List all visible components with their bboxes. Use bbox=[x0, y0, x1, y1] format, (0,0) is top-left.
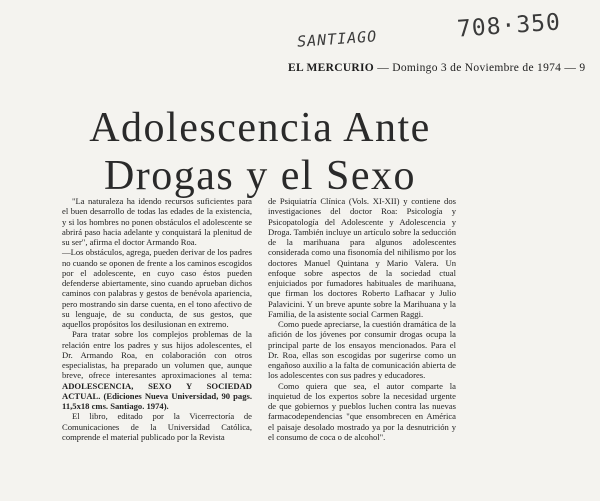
newspaper-name: EL MERCURIO bbox=[288, 62, 375, 74]
paragraph: —Los obstáculos, agrega, pueden derivar de los padres no cuando se oponen de frente a los caminos escogidos por el adolescente, en cuyo caso éstos pueden defenderse abiertamente, sino cuando aprueban dichos caminos con palabras y gestos de benévola apariencia, pero mostrando sin darse cuenta, en el tono afectivo de su lenguaje, de su conducta, de sus gestos, que aquellos propósitos los desilusionan en extremo. bbox=[62, 247, 252, 329]
publication-date: — Domingo 3 de Noviembre de 1974 — 9 bbox=[377, 62, 586, 74]
handwritten-city: SANTIAGO bbox=[296, 27, 378, 51]
article-headline bbox=[80, 104, 440, 200]
newspaper-header bbox=[288, 62, 600, 74]
headline-line-2: Drogas y el Sexo bbox=[103, 153, 417, 199]
handwritten-number: 708·350 bbox=[456, 9, 562, 43]
paragraph: El libro, editado por la Vicerrectoría de Comunicaciones de la Universidad Católica, comprende el material publicado por la Revista bbox=[62, 411, 252, 442]
paragraph: Como puede apreciarse, la cuestión dramática de la afición de los jóvenes por consumir drogas ocupa la principal parte de los ensayos mencionados. Para el Dr. Roa, ellas son escogidas por sugerirse como un engañoso auxilio a la falta de comunicación abierta de los adolescentes con sus padres y educadores. bbox=[268, 319, 456, 381]
paragraph: de Psiquiatría Clínica (Vols. XI-XII) y contiene dos investigaciones del doctor Roa: Psicología y Psicopatología del Adolescente y Adolescencia y Droga. También incluye un artículo sobre la seducción de la marihuana para algunos adolescentes considerada como una fisonomía del nihilismo por los doctores Manuel Quintana y Mario Valera. Un enfoque sobre aspectos de la sociedad ctual enjuiciados por fumadores habituales de marihuana, que firman los doctores Roberto Lafhacar y Julio Palavicini. Y un breve apunte sobre la Marihuana y la Familia, de la asistente social Carmen Raggi. bbox=[268, 196, 456, 319]
headline-line-1: Adolescencia Ante bbox=[89, 105, 431, 151]
article-column-right bbox=[268, 196, 456, 442]
book-reference: ADOLESCENCIA, SEXO Y SOCIEDAD ACTUAL. (Ediciones Nueva Universidad, 90 pags. 11,5x18 cms. Santiago. 1974). bbox=[62, 380, 252, 411]
paragraph: "La naturaleza ha idendo recursos suficientes para el buen desarrollo de todas las edades de la existencia, y si los hombres no ponen obstáculos el adolescente se abrirá paso hacia adelante y conquistará la plenitud de su ser", afirma el doctor Armando Roa. bbox=[62, 196, 252, 247]
paragraph: Como quiera que sea, el autor comparte la inquietud de los expertos sobre la necesidad urgente de que gobiernos y pueblos luchen contra las nuevas farmacodependencias "que ensombrecen en América el paisaje desolado mostrado ya por la desnutrición y el consumo de coca o de alcohol". bbox=[268, 380, 456, 442]
paragraph bbox=[62, 329, 252, 411]
article-column-left bbox=[62, 196, 252, 442]
paragraph-text: Para tratar sobre los complejos problemas de la relación entre los padres y sus hijos adolescentes, el Dr. Armando Roa, en colaboración con otros especialistas, ha preparado un volumen que, aunque breve, ofrece interesantes aproximaciones al tema: bbox=[62, 329, 252, 381]
